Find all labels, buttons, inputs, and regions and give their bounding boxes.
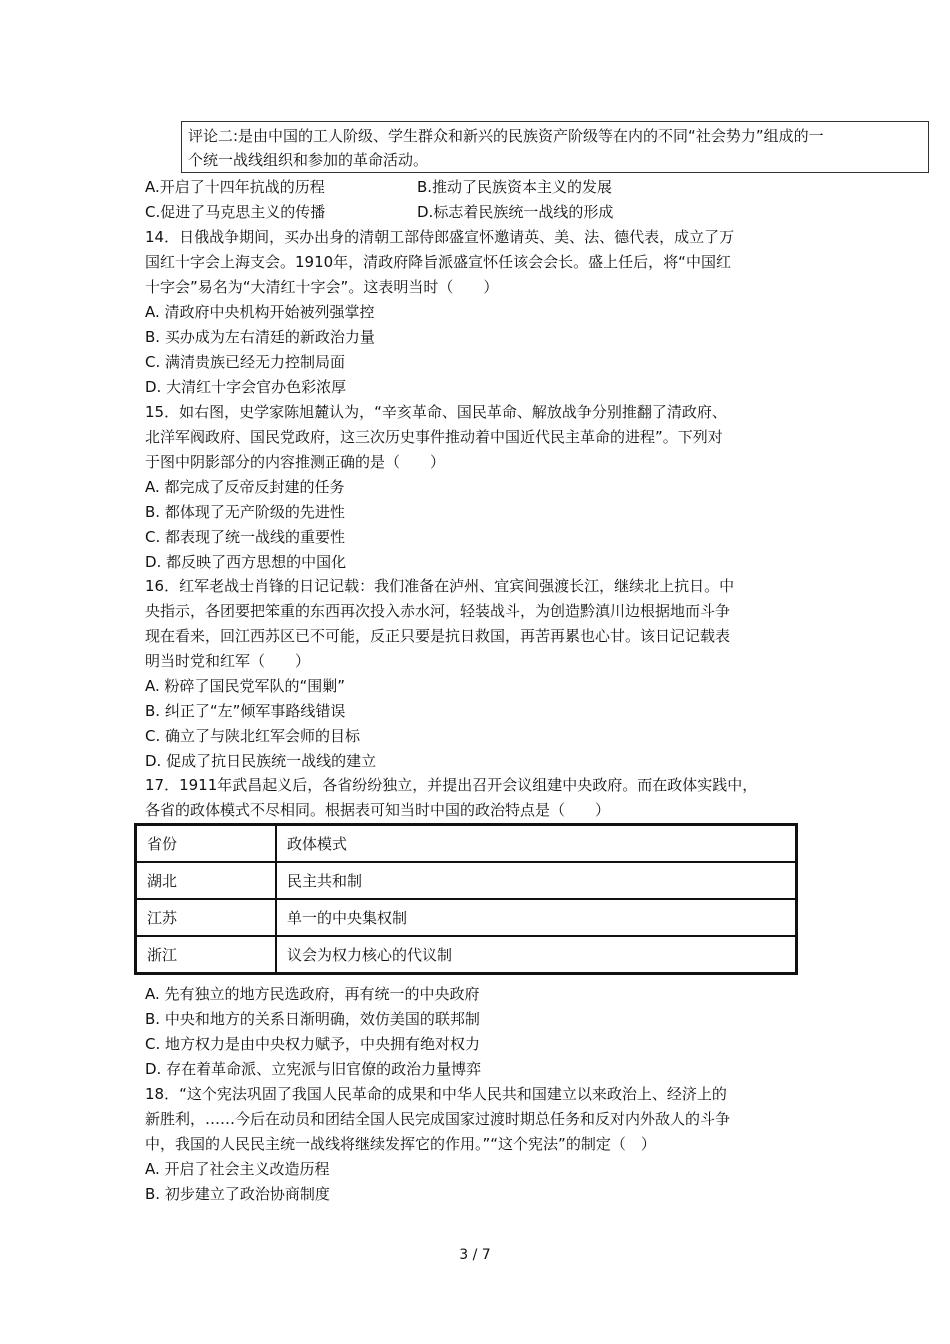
option-b: B.推动了民族资本主义的发展: [417, 178, 613, 196]
table-cell: 浙江: [136, 936, 277, 974]
comment-line: 个统一战线组织和参加的革命活动。: [188, 151, 429, 169]
question-stem: 16．红军老战士肖锋的日记记载：我们准备在泸州、宜宾间强渡长江，继续北上抗日。中: [145, 577, 735, 595]
question-stem: 现在看来，回江西苏区已不可能，反正只要是抗日救国，再苦再累也心甘。该日记记载表: [145, 627, 731, 645]
question-stem: 17．1911年武昌起义后，各省纷纷独立，并提出召开会议组建中央政府。而在政体实践中，: [145, 776, 758, 794]
option-b: B. 中央和地方的关系日渐明确，效仿美国的联邦制: [145, 1010, 480, 1028]
option-d: D.标志着民族统一战线的形成: [417, 203, 614, 221]
option-b: B. 初步建立了政治协商制度: [145, 1185, 330, 1203]
table-cell: 湖北: [136, 862, 277, 899]
question-stem: 各省的政体模式不尽相同。根据表可知当时中国的政治特点是（ ）: [145, 801, 611, 819]
question-stem: 14．日俄战争期间，买办出身的清朝工部侍郎盛宣怀邀请英、美、法、德代表，成立了万: [145, 228, 735, 246]
option-d: D. 大清红十字会官办色彩浓厚: [145, 378, 347, 396]
table-header: 政体模式: [276, 825, 797, 863]
question-stem: 18．“这个宪法巩固了我国人民革命的成果和中华人民共和国建立以来政治上、经济上的: [145, 1085, 727, 1103]
option-c: C. 都表现了统一战线的重要性: [145, 528, 346, 546]
question-stem: 中，我国的人民民主统一战线将继续发挥它的作用。”“这个宪法”的制定（ ）: [145, 1135, 656, 1153]
option-b: B. 买办成为左右清廷的新政治力量: [145, 328, 375, 346]
table-cell: 民主共和制: [276, 862, 797, 899]
table-cell: 单一的中央集权制: [276, 899, 797, 936]
option-c: C.促进了马克思主义的传播: [145, 203, 326, 221]
question-stem: 十字会”易名为“大清红十字会”。这表明当时（ ）: [145, 278, 499, 296]
option-d: D. 存在着革命派、立宪派与旧官僚的政治力量博弈: [145, 1060, 482, 1078]
question-stem: 央指示，各团要把笨重的东西再次投入赤水河，轻装战斗，为创造黔滇川边根据地而斗争: [145, 602, 731, 620]
comment-line: 评论二:是由中国的工人阶级、学生群众和新兴的民族资产阶级等在内的不同“社会势力”组成的一: [188, 127, 824, 145]
option-c: C. 满清贵族已经无力控制局面: [145, 353, 346, 371]
question-14: [145, 225, 817, 400]
comment-box: [181, 121, 929, 173]
table-header-row: [136, 825, 797, 863]
table-cell: 江苏: [136, 899, 277, 936]
province-table: [134, 823, 798, 975]
question-18: [145, 1082, 817, 1207]
question-stem: 于图中阴影部分的内容推测正确的是（ ）: [145, 453, 446, 471]
option-d: D. 促成了抗日民族统一战线的建立: [145, 752, 377, 770]
option-c: C. 确立了与陕北红军会师的目标: [145, 727, 361, 745]
table-row: [136, 862, 797, 899]
option-a: A.开启了十四年抗战的历程: [145, 178, 325, 196]
table-row: [136, 899, 797, 936]
option-b: B. 都体现了无产阶级的先进性: [145, 503, 345, 521]
question-stem: 新胜利，……今后在动员和团结全国人民完成国家过渡时期总任务和反对内外敌人的斗争: [145, 1110, 731, 1128]
option-c: C. 地方权力是由中央权力赋予，中央拥有绝对权力: [145, 1035, 481, 1053]
table-header: 省份: [136, 825, 277, 863]
question-stem: 15．如右图，史学家陈旭麓认为，“辛亥革命、国民革命、解放战争分别推翻了清政府、: [145, 403, 727, 421]
q13-options: [145, 175, 825, 225]
option-d: D. 都反映了西方思想的中国化: [145, 553, 347, 571]
table-cell: 议会为权力核心的代议制: [276, 936, 797, 974]
option-a: A. 粉碎了国民党军队的“围剿”: [145, 677, 346, 695]
option-a: A. 清政府中央机构开始被列强掌控: [145, 303, 375, 321]
page-number: 3 / 7: [459, 1247, 491, 1263]
option-a: A. 都完成了反帝反封建的任务: [145, 478, 345, 496]
option-a: A. 开启了社会主义改造历程: [145, 1160, 330, 1178]
question-stem: 明当时党和红军（ ）: [145, 652, 311, 670]
option-a: A. 先有独立的地方民选政府，再有统一的中央政府: [145, 985, 480, 1003]
table-row: [136, 936, 797, 974]
question-15: [145, 400, 817, 575]
option-b: B. 纠正了“左”倾军事路线错误: [145, 702, 346, 720]
question-stem: 国红十字会上海支会。1910年，清政府降旨派盛宣怀任该会会长。盛上任后，将“中国红: [145, 253, 731, 271]
question-17-options: [145, 982, 817, 1082]
question-16: [145, 574, 817, 774]
question-stem: 北洋军阀政府、国民党政府，这三次历史事件推动着中国近代民主革命的进程”。下列对: [145, 428, 723, 446]
question-17: [145, 773, 817, 823]
